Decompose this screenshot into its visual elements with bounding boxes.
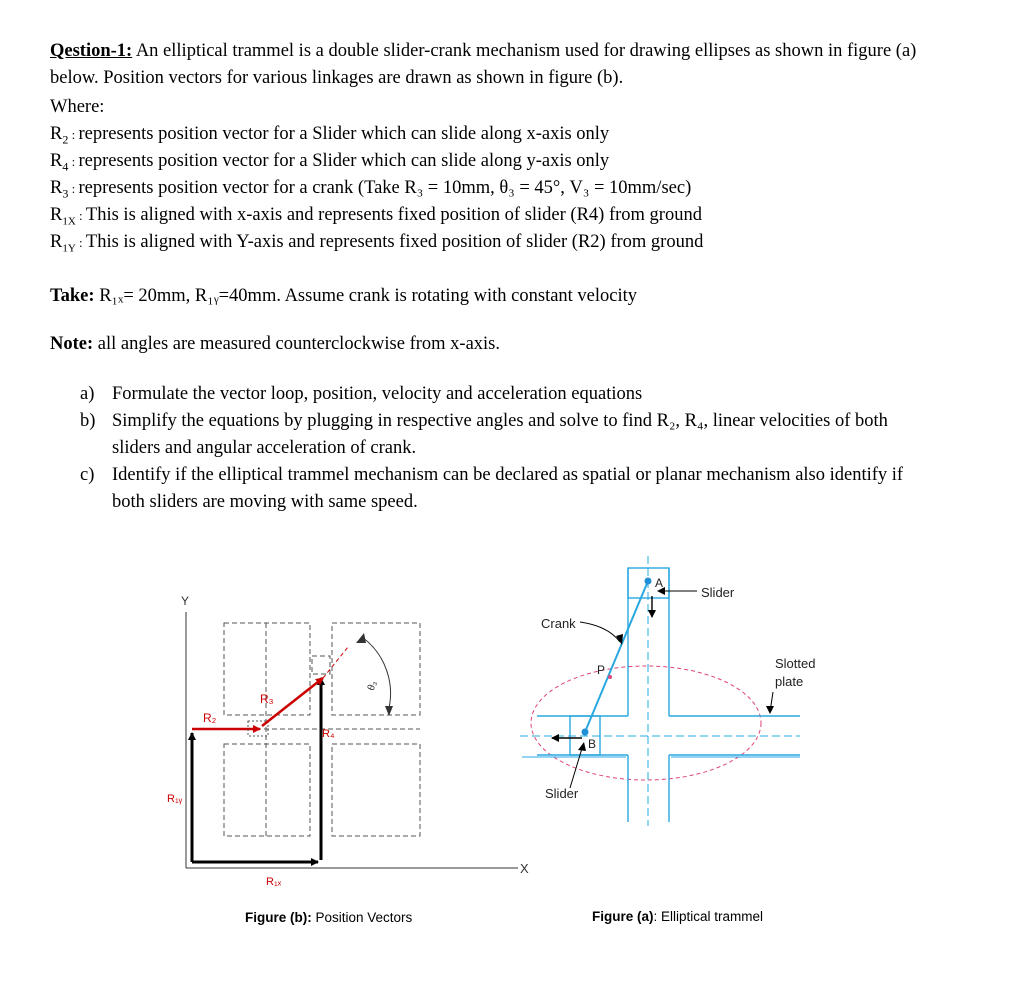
- theta-label: θ₃: [365, 679, 380, 693]
- slotted-label-2: plate: [775, 674, 804, 689]
- part-a-text: Formulate the vector loop, position, velocity and acceleration equations: [112, 384, 643, 404]
- slider-bottom-leader: [570, 745, 583, 788]
- r2-label: R₂: [203, 711, 217, 725]
- slotted-label-1: Slotted: [775, 656, 816, 671]
- question-heading: Qestion-1:: [50, 41, 133, 61]
- r1y-label: R₁ᵧ: [167, 793, 183, 805]
- take-line: Take: R₁ₓ= 20mm, R₁ᵧ=40mm. Assume crank is rotating with constant velocity: [50, 286, 638, 306]
- point-b: [582, 729, 589, 736]
- point-p-label: P: [597, 663, 606, 677]
- x-axis-label: X: [520, 861, 529, 876]
- point-b-label: B: [588, 737, 597, 751]
- figure-b: [167, 594, 529, 888]
- where-label: Where:: [50, 97, 105, 117]
- r3-label: R₃: [260, 692, 274, 706]
- r4-label: R₄: [322, 728, 335, 740]
- part-b-label: b): [80, 411, 96, 431]
- figure-b-caption: Figure (b): Position Vectors: [245, 910, 413, 925]
- figure-a: [520, 556, 815, 826]
- slotted-plate: [537, 568, 800, 822]
- theta-arc: [362, 637, 391, 712]
- def-r3: $R_3$ : represents position vector for a crank (Take R₃ = 10mm, θ₃ = 45°, V₃ = 10mm/sec): [50, 178, 692, 201]
- part-a-label: a): [80, 384, 95, 404]
- point-a: [645, 578, 652, 585]
- crank-leader: [580, 622, 620, 642]
- slider-bottom-label: Slider: [545, 786, 579, 801]
- question-intro-text: An elliptical trammel is a double slider-crank mechanism used for drawing ellipses as shown in figure (a) below. Position vectors for various linkages are drawn as shown in figure (b).: [50, 41, 917, 88]
- def-r1x: $R_{1X}$ : This is aligned with x-axis and represents fixed position of slider (R4) from ground: [50, 205, 702, 228]
- part-b-text: Simplify the equations by plugging in respective angles and solve to find R₂, R₄, linear velocities of both sliders and angular acceleration of crank.: [112, 411, 888, 458]
- def-r1y: $R_{1Y}$ : This is aligned with Y-axis and represents fixed position of slider (R2) from ground: [50, 232, 704, 255]
- figure-a-caption: Figure (a): Elliptical trammel: [592, 909, 764, 924]
- traced-ellipse: [531, 666, 761, 780]
- part-c-label: c): [80, 465, 95, 485]
- crank-label: Crank: [541, 616, 576, 631]
- y-axis-label: Y: [181, 594, 190, 608]
- part-c-text: Identify if the elliptical trammel mechanism can be declared as spatial or planar mechanism also identify if both sliders are moving with same speed.: [112, 465, 904, 512]
- point-a-label: A: [655, 576, 664, 590]
- def-r2: $R_2$ : represents position vector for a Slider which can slide along x-axis only: [50, 124, 610, 147]
- crank-link: [585, 581, 648, 732]
- note-line: Note: all angles are measured counterclockwise from x-axis.: [50, 334, 500, 354]
- r3-extension: [323, 647, 348, 678]
- r1x-label: R₁ₓ: [266, 876, 282, 888]
- def-r4: $R_4$ : represents position vector for a Slider which can slide along y-axis only: [50, 151, 610, 174]
- slider-top-label: Slider: [701, 585, 735, 600]
- point-p: [608, 675, 612, 679]
